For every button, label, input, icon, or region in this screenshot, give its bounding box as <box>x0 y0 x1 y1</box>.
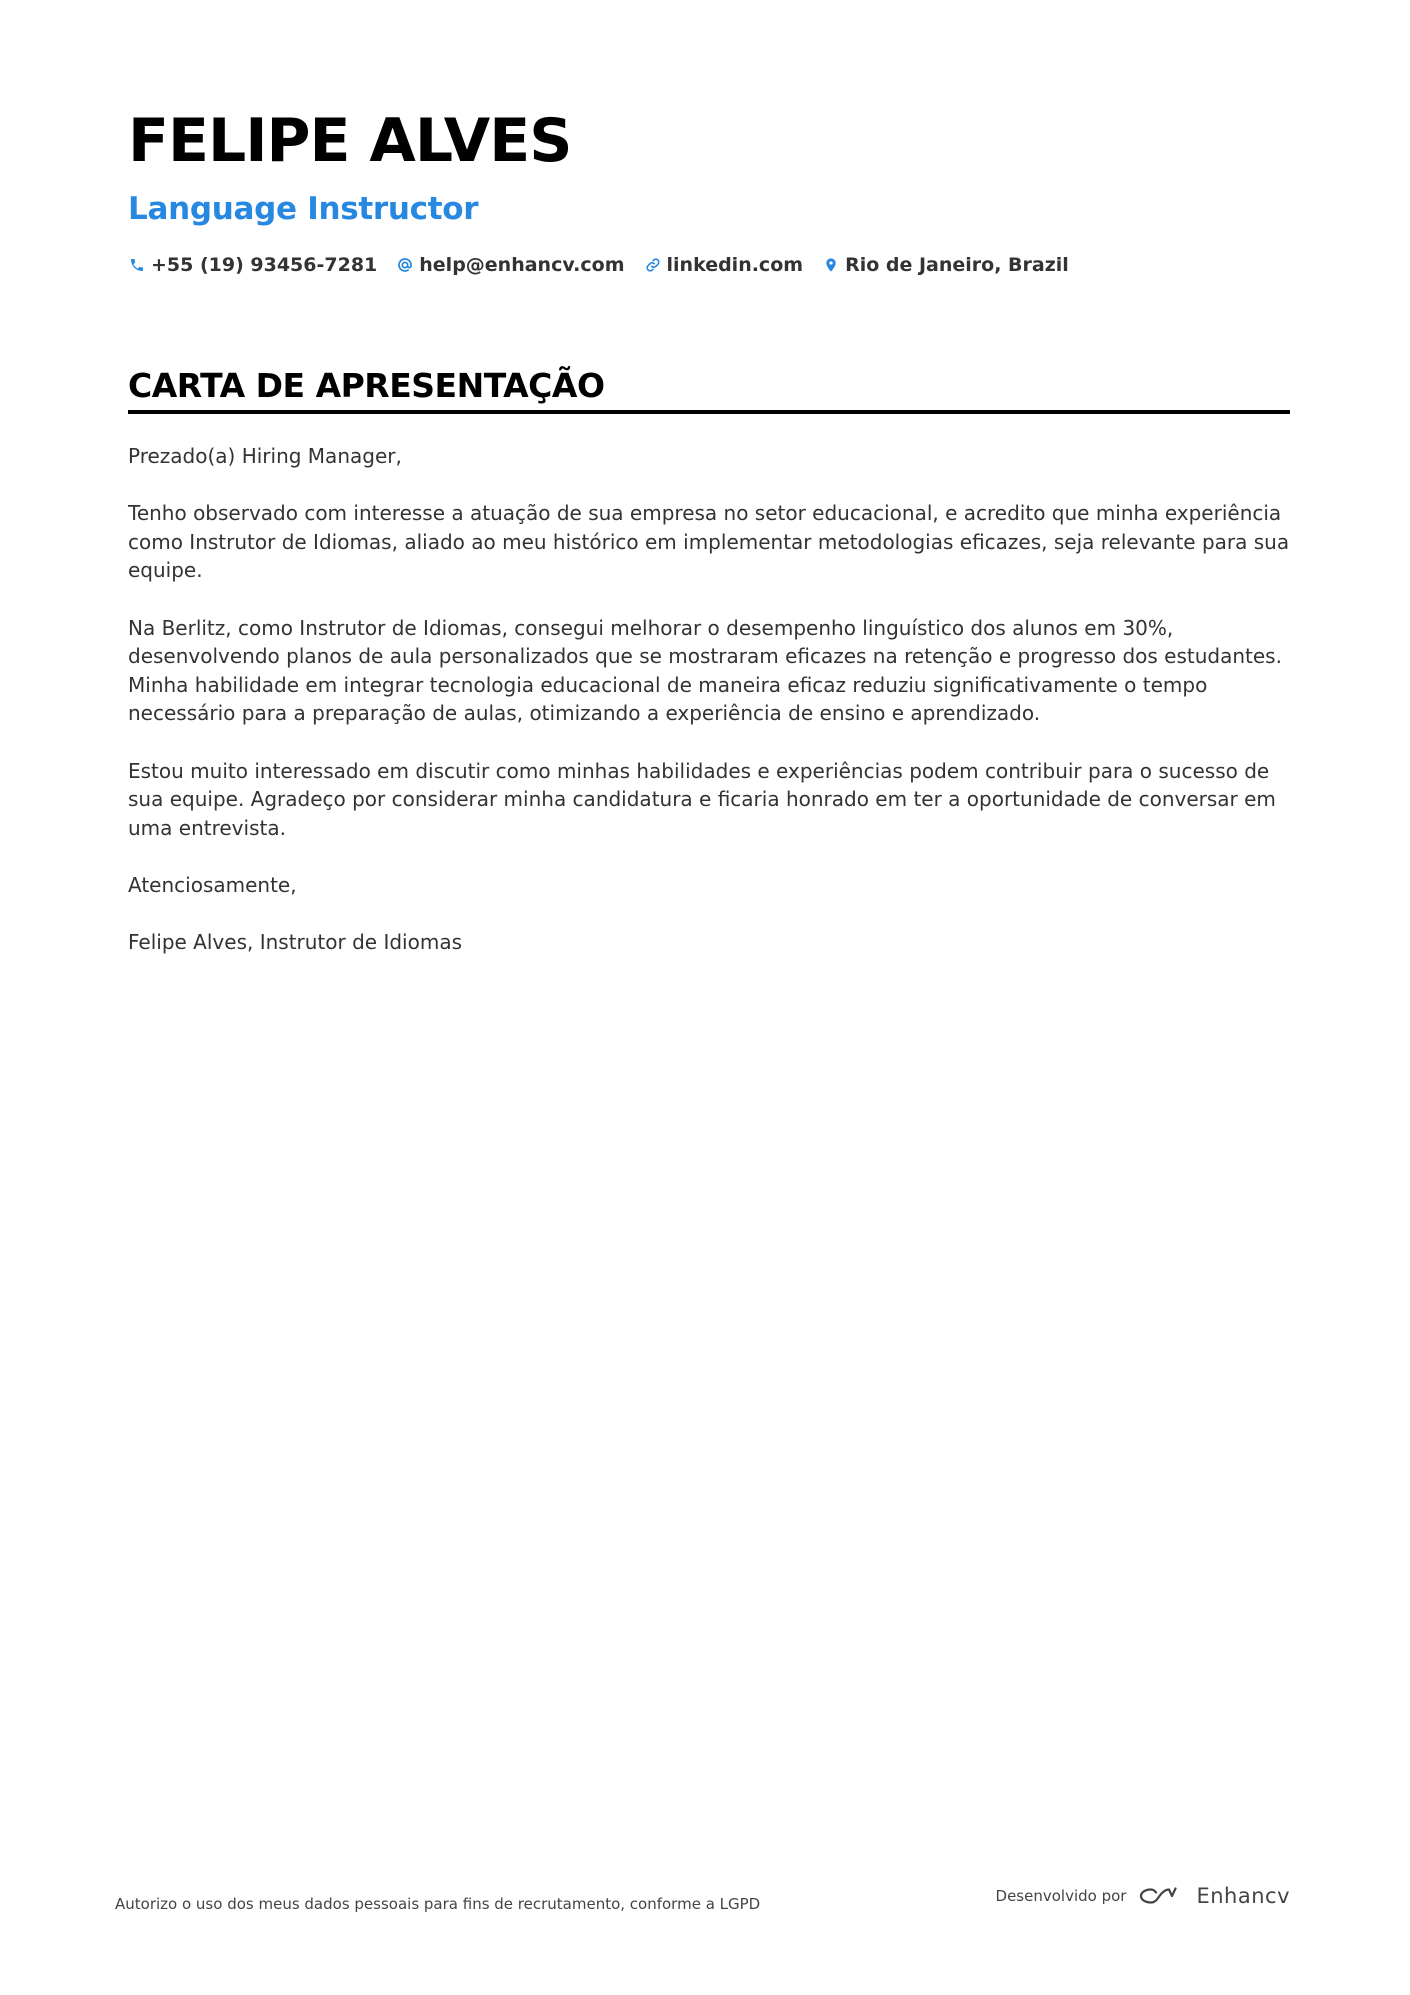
job-title: Language Instructor <box>128 191 479 227</box>
contact-phone <box>128 254 377 276</box>
powered-by[interactable] <box>996 1884 1290 1908</box>
contact-location-text: Rio de Janeiro, Brazil <box>845 254 1069 276</box>
powered-by-label: Desenvolvido por <box>995 1887 1127 1905</box>
letter-paragraph-1: Tenho observado com interesse a atuação de sua empresa no setor educacional, e acredito que minha experiência como Instrutor de Idiomas, aliado ao meu histórico em implementar metodologias eficazes, seja relevante para sua equipe. <box>128 501 1290 583</box>
contact-linkedin[interactable] <box>644 254 804 276</box>
enhancv-brand: Enhancv <box>1196 1884 1290 1908</box>
letter-body <box>128 442 1290 985</box>
contact-phone-text: +55 (19) 93456-7281 <box>151 254 378 276</box>
section-divider <box>128 410 1290 414</box>
contact-email[interactable] <box>396 254 624 276</box>
phone-icon <box>128 256 146 274</box>
contact-linkedin-text[interactable]: linkedin.com <box>666 254 804 276</box>
letter-signature: Felipe Alves, Instrutor de Idiomas <box>128 930 462 955</box>
consent-note: Autorizo o uso dos meus dados pessoais para fins de recrutamento, conforme a LGPD <box>115 1895 761 1913</box>
link-icon <box>644 256 662 274</box>
letter-paragraph-2: Na Berlitz, como Instrutor de Idiomas, consegui melhorar o desempenho linguístico dos alunos em 30%, desenvolvendo planos de aula personalizados que se mostraram eficazes na retenção e progresso dos estudantes. Minha habilidade em integrar tecnologia educacional de maneira eficaz reduziu significativamente o tempo necessário para a preparação de aulas, otimizando a experiência de ensino e aprendizado. <box>128 615 1282 726</box>
letter-greeting: Prezado(a) Hiring Manager, <box>128 444 402 468</box>
letter-closing: Atenciosamente, <box>128 872 297 897</box>
candidate-name: FELIPE ALVES <box>128 106 572 176</box>
contact-row <box>128 254 1088 276</box>
at-icon <box>396 256 414 274</box>
contact-location <box>822 254 1069 276</box>
contact-email-text[interactable]: help@enhancv.com <box>419 254 625 276</box>
enhancv-logo-icon <box>1138 1884 1184 1908</box>
letter-paragraph-3: Estou muito interessado em discutir como minhas habilidades e experiências podem contribuir para o sucesso de sua equipe. Agradeço por considerar minha candidatura e ficaria honrado em ter a oportunidade de conversar em uma entrevista. <box>128 758 1276 840</box>
section-title: CARTA DE APRESENTAÇÃO <box>128 366 605 405</box>
location-pin-icon <box>822 256 840 274</box>
